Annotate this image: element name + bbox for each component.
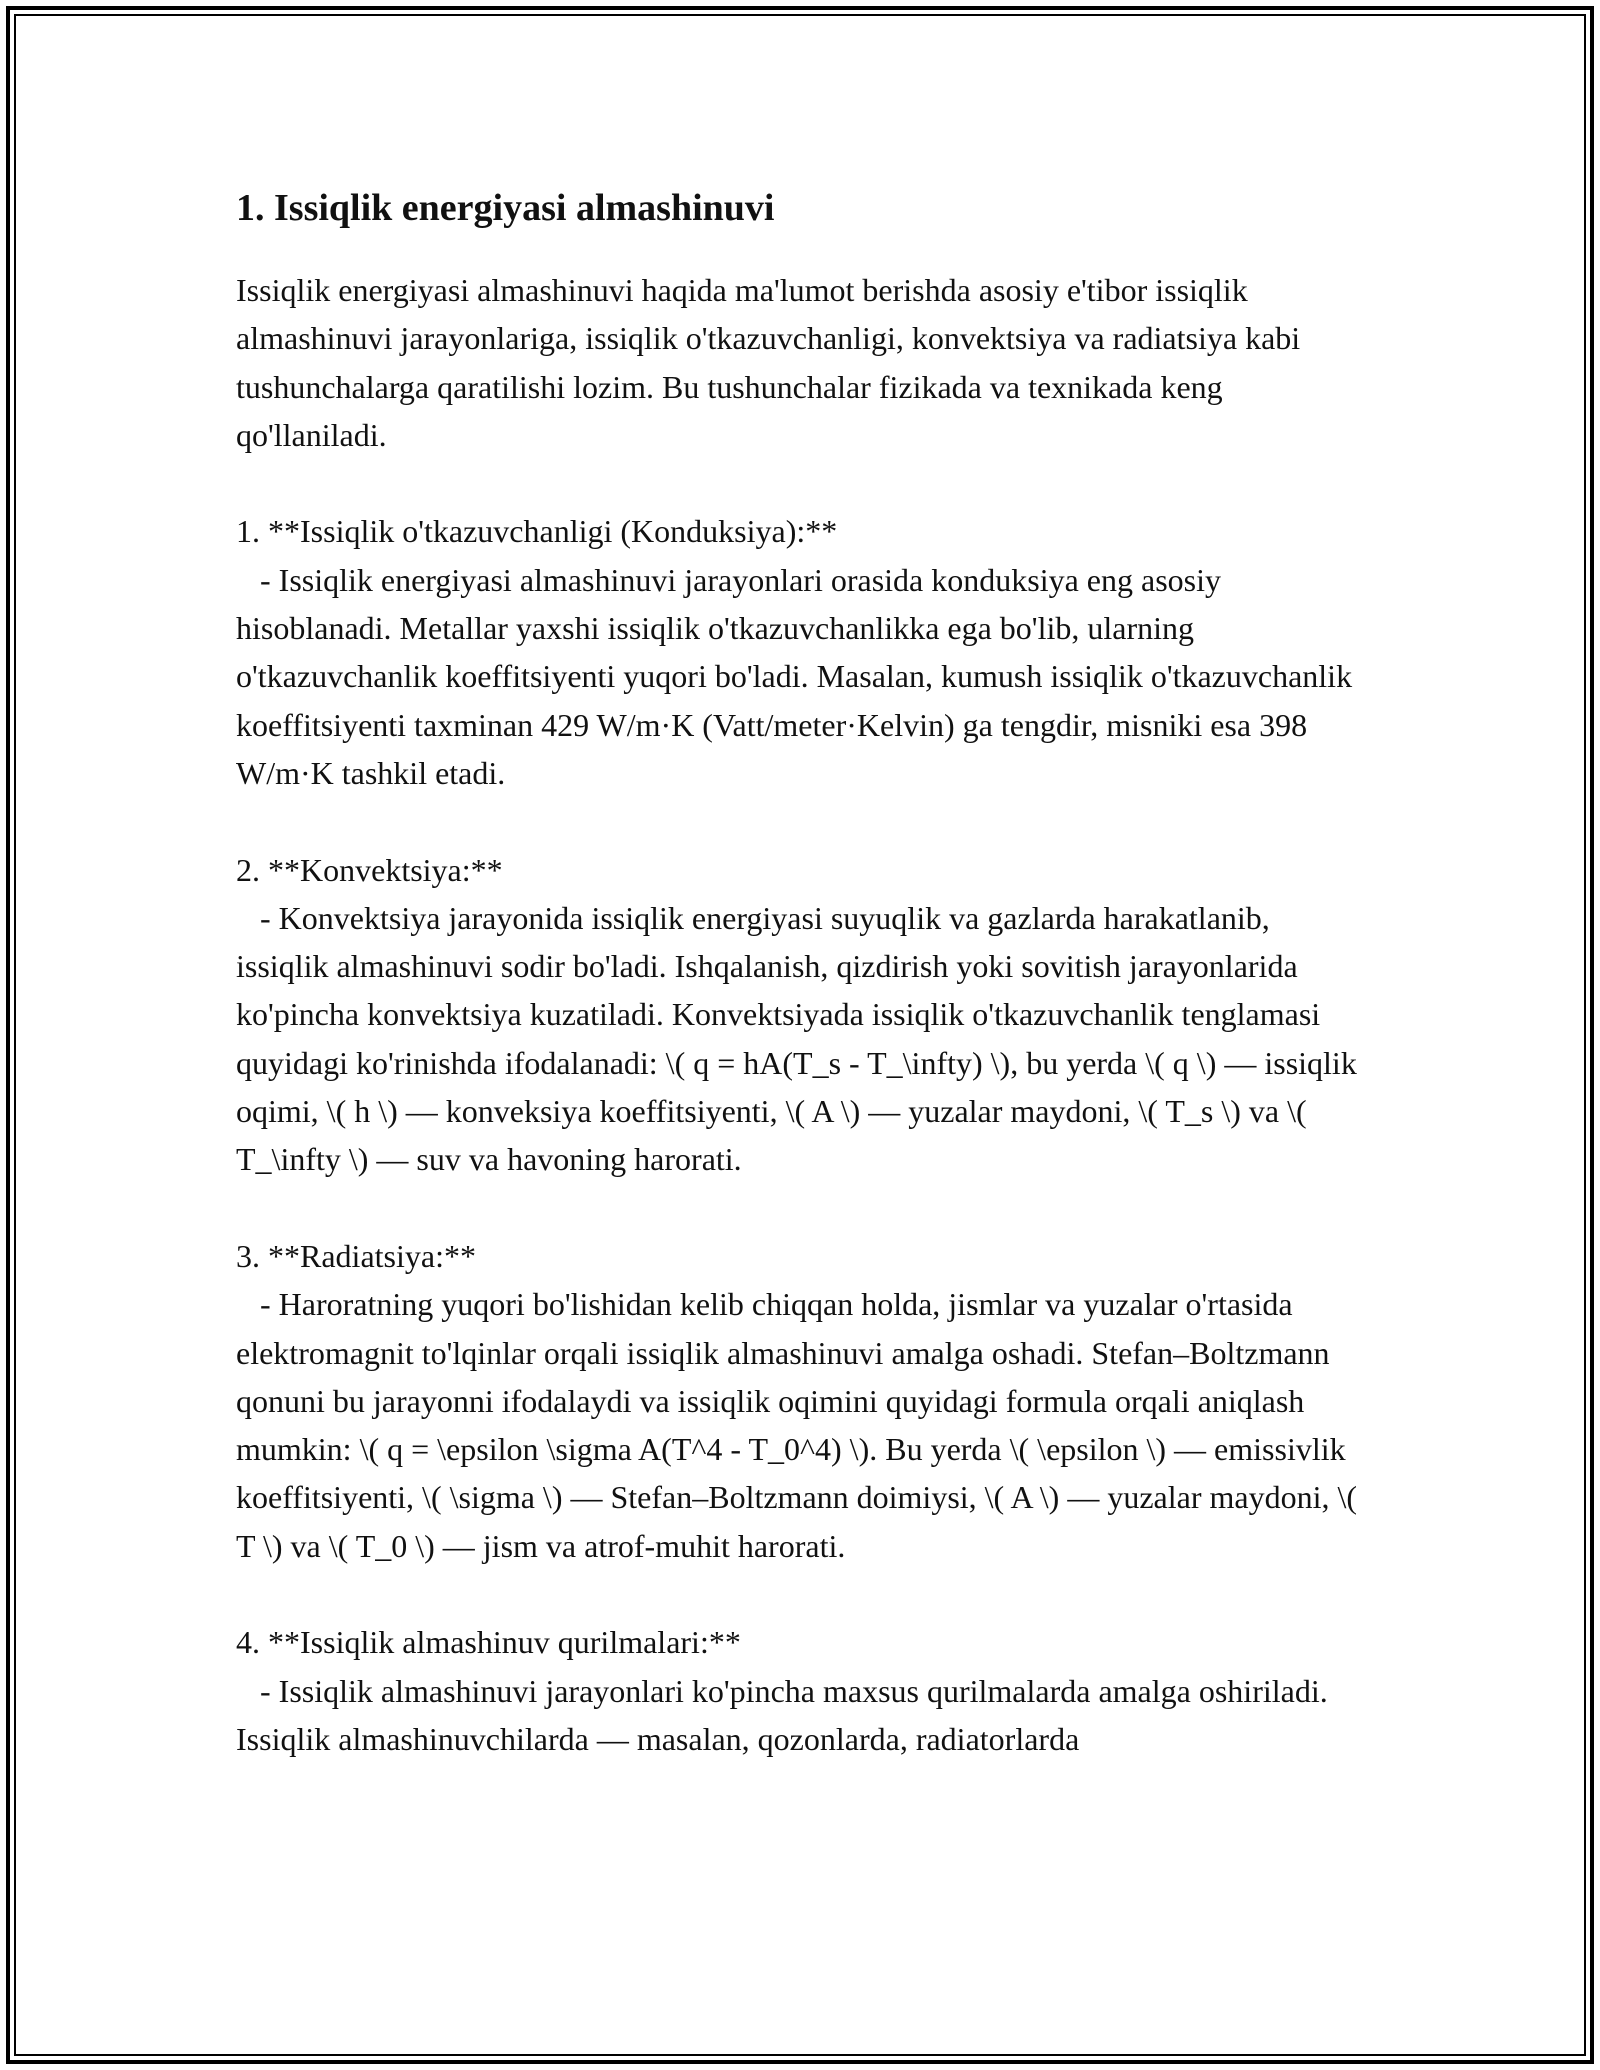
section-heading: 4. **Issiqlik almashinuv qurilmalari:** bbox=[236, 1624, 741, 1661]
section-body: - Issiqlik almashinuvi jarayonlari ko'pincha maxsus qurilmalarda amalga oshiriladi. Issiqlik almashinuvchilarda — masalan, qozonlarda, radiatorlarda bbox=[236, 1672, 1336, 1757]
section-body: - Issiqlik energiyasi almashinuvi jarayonlari orasida konduksiya eng asosiy hisoblanadi. Metallar yaxshi issiqlik o'tkazuvchanlikka ega bo'lib, ularning o'tkazuvchanlik koeffitsiyenti yuqori bo'ladi. Masalan, kumush issiqlik o'tkazuvchanlik koeffitsiyenti taxminan 429 W/m·K (Vatt/meter·Kelvin) ga tengdir, misniki esa 398 W/m·K tashkil etadi. bbox=[236, 561, 1361, 791]
section-heat-exchangers bbox=[236, 1618, 1366, 1763]
section-convection bbox=[236, 846, 1366, 1184]
document-page bbox=[236, 180, 1366, 1763]
section-heading: 3. **Radiatsiya:** bbox=[236, 1237, 476, 1274]
section-body: - Haroratning yuqori bo'lishidan kelib chiqqan holda, jismlar va yuzalar o'rtasida elektromagnit to'lqinlar orqali issiqlik almashinuvi amalga oshadi. Stefan–Boltzmann qonuni bu jarayonni ifodalaydi va issiqlik oqimini quyidagi formula orqali aniqlash mumkin: \( q = \epsilon \sigma A(T^4 - T_0^4) \). Bu yerda \( \epsilon \) — emissivlik koeffitsiyenti, \( \sigma \) — Stefan–Boltzmann doimiysi, \( A \) — yuzalar maydoni, \( T \) va \( T_0 \) — jism va atrof-muhit harorati. bbox=[236, 1286, 1365, 1564]
section-conduction bbox=[236, 507, 1366, 797]
intro-paragraph: Issiqlik energiyasi almashinuvi haqida ma'lumot berishda asosiy e'tibor issiqlik almashinuvi jarayonlariga, issiqlik o'tkazuvchanligi, konvektsiya va radiatsiya kabi tushunchalarga qaratilishi lozim. Bu tushunchalar fizikada va texnikada keng qo'llaniladi. bbox=[236, 272, 1309, 453]
section-heading: 1. **Issiqlik o'tkazuvchanligi (Konduksiya):** bbox=[236, 513, 838, 550]
page-title: 1. Issiqlik energiyasi almashinuvi bbox=[236, 187, 775, 229]
section-heading: 2. **Konvektsiya:** bbox=[236, 851, 503, 888]
section-body: - Konvektsiya jarayonida issiqlik energiyasi suyuqlik va gazlarda harakatlanib, issiqlik almashinuvi sodir bo'ladi. Ishqalanish, qizdirish yoki sovitish jarayonlarida ko'pincha konvektsiya kuzatiladi. Konvektsiyada issiqlik o'tkazuvchanlik tenglamasi quyidagi ko'rinishda ifodalanadi: \( q = hA(T_s - T_\infty) \), bu yerda \( q \) — issiqlik oqimi, \( h \) — konveksiya koeffitsiyenti, \( A \) — yuzalar maydoni, \( T_s \) va \( T_\infty \) — suv va havoning harorati. bbox=[236, 899, 1365, 1178]
section-radiation bbox=[236, 1232, 1366, 1570]
